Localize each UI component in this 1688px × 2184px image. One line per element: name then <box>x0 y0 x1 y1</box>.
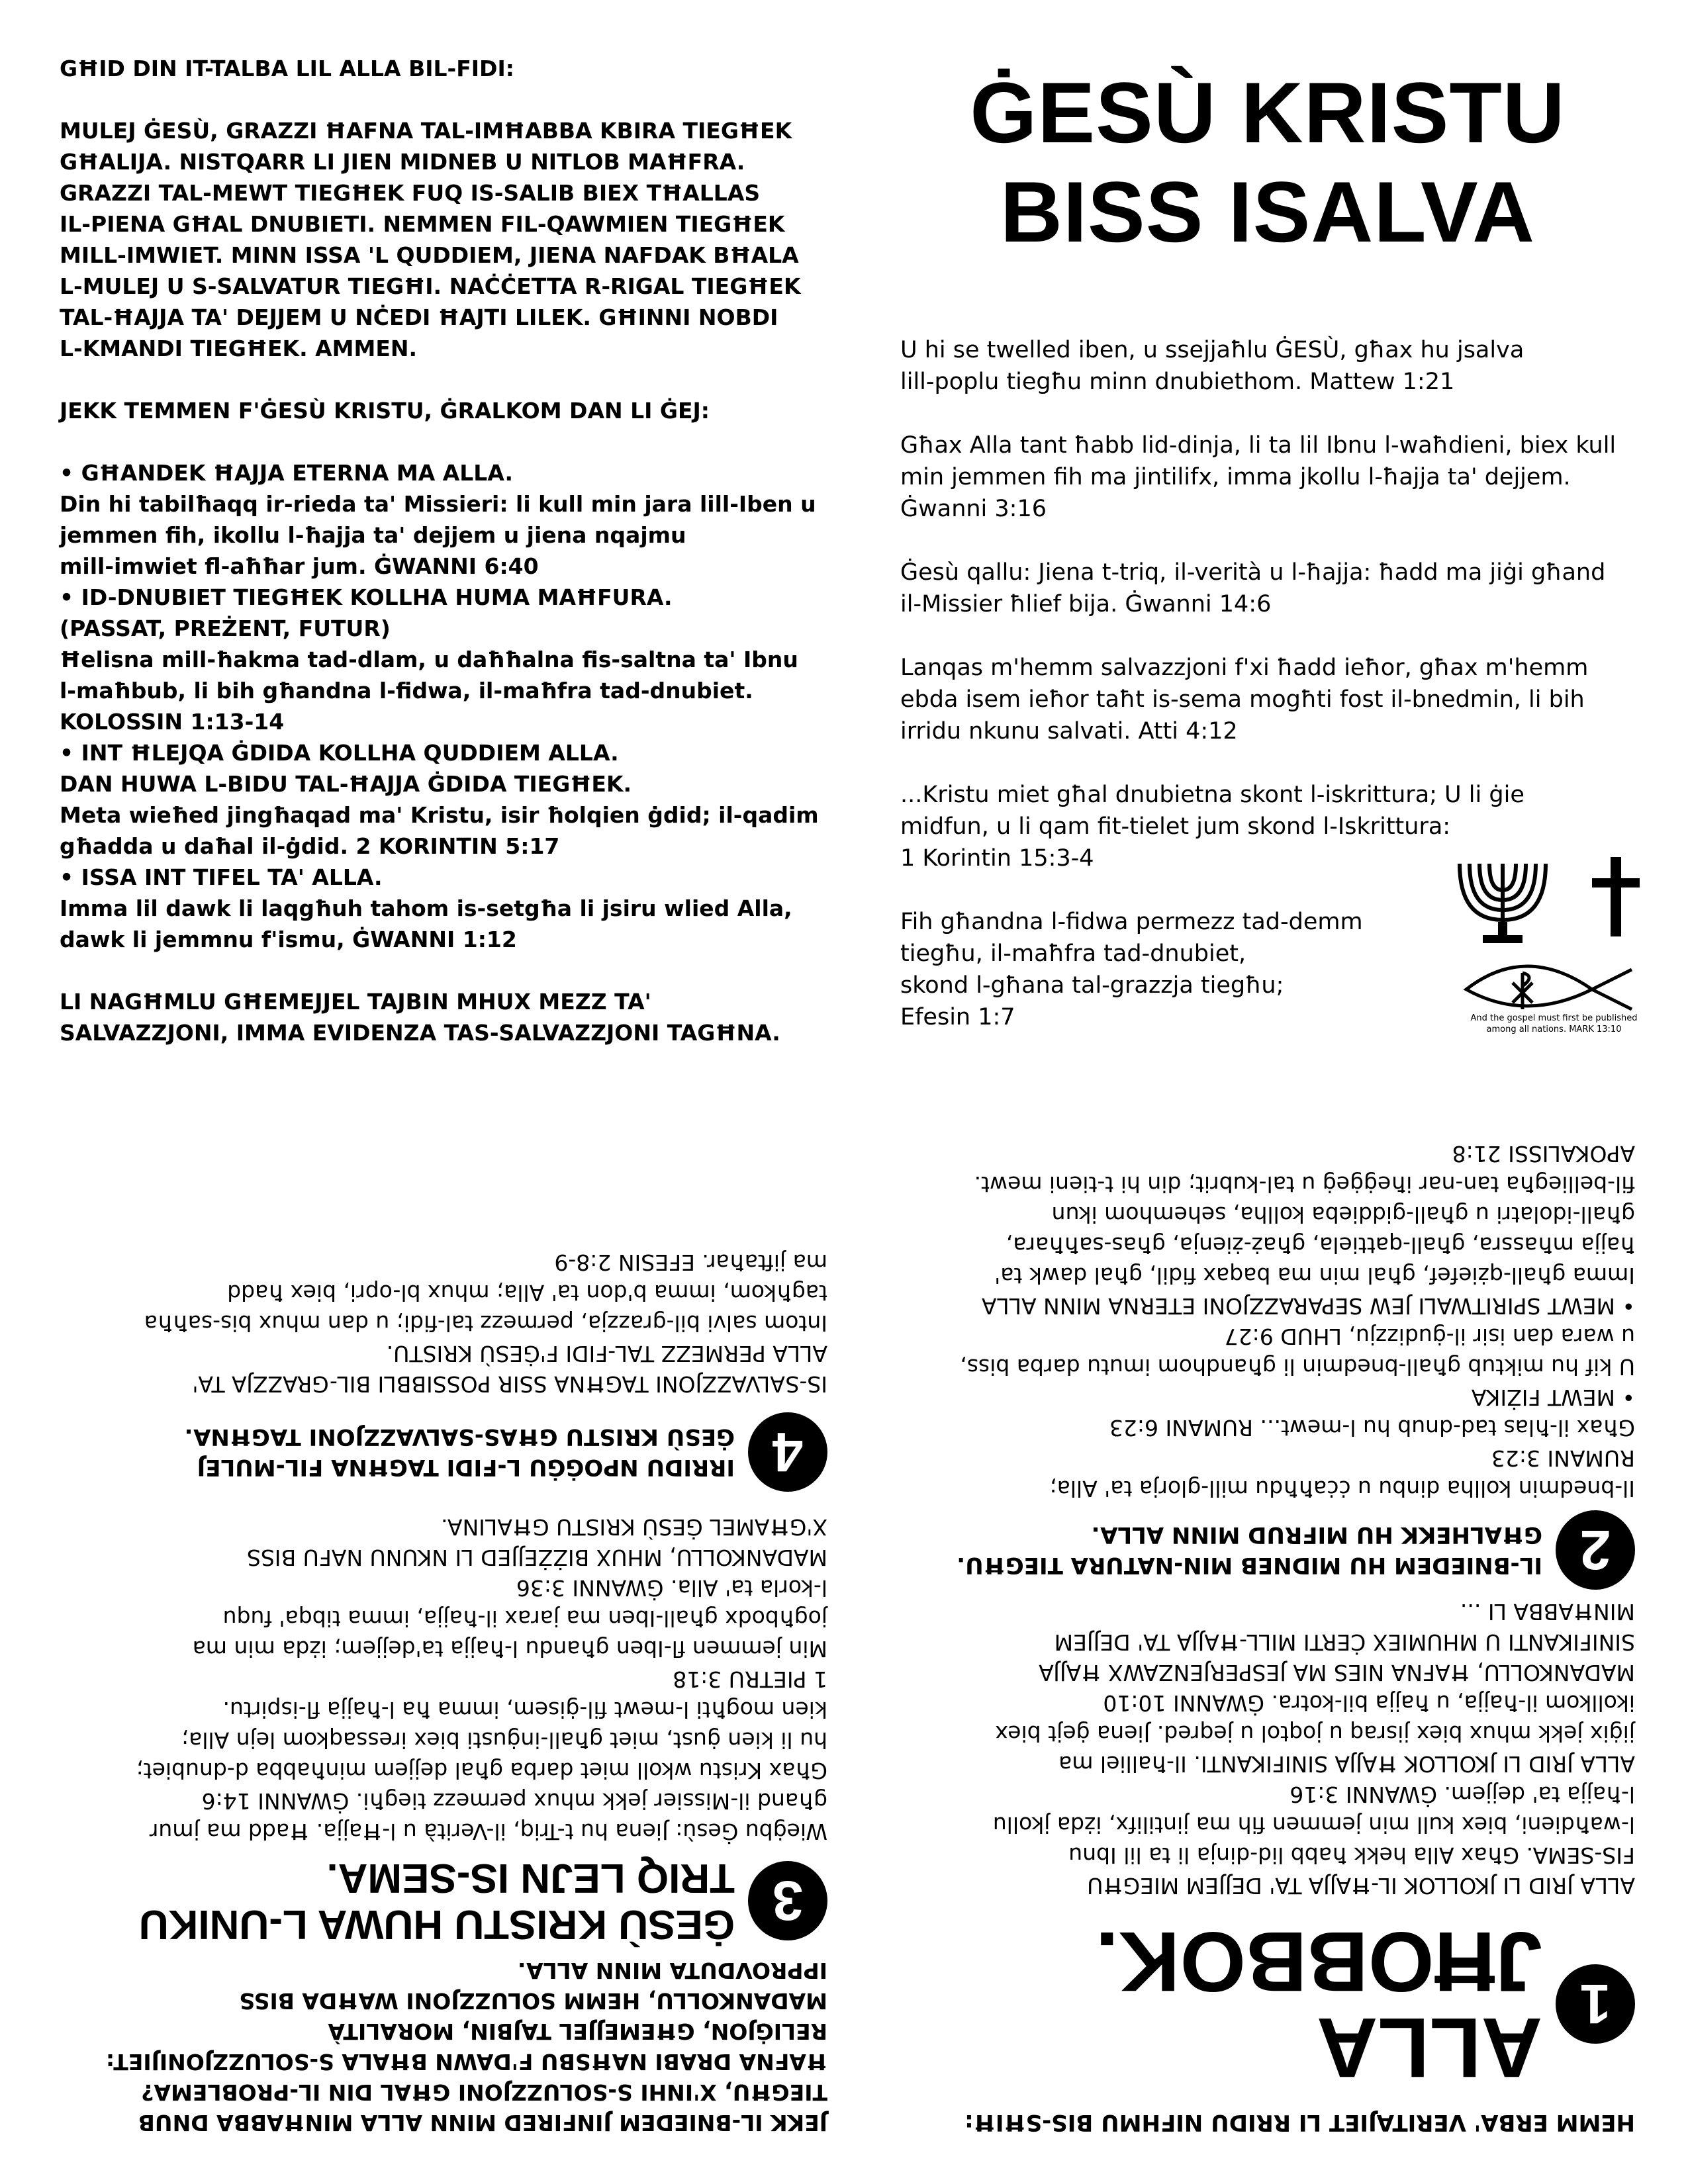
main-title-line1: ĠESÙ KRISTU <box>970 64 1566 161</box>
faith-symbols <box>1453 850 1652 1069</box>
truth-2-text: Il-bnedmin kollha dinbu u ċċaħħdu mill-glorja ta' Alla; RUMANI 3:23 Għax il-ħlas tad-dnub hu l-mewt... RUMANI 6:23 • MEWT FIŻIKA U kif hu miktub għall-bnedmin li għandhom imutu darba biss, u wara dan isir il-ġudizzju, LHUD 9:27 • MEWT SPIRITWALI JEW SEPARAZZJONI ETERNA MINN ALLA Imma għall-qżiefef, għal min ma baqax fidil, għal dawk ta' ħajja mħassra, għall-qattiela, għaż-żienja, għas-saħħara, għall-idolatri u għall-giddieba kollha, sehemhom ikun fil-belliegħa tan-nar iħeġġeġ u tal-kubrit; din hi t-tieni mewt. APOKALISSI 21:8 <box>960 1141 1635 1502</box>
truth-1-heading <box>894 1914 1635 2095</box>
truth-1-text: ALLA JRID LI JKOLLOK IL-ĦAJJA TA' DEJJEM MIEGĦU FIS-SEMA. Għax Alla hekk ħabb lid-dinja li ta lil Ibnu l-waħdieni, biex kull min jemmen fih ma jintilifx, iżda jkollu l-ħajja ta' dejjem. ĠWANNI 3:16 ALLA JRID LI JKOLLOK ĦAJJA SINIFIKANTI. Il-ħalliel ma jiġix jekk mhux biex jisraq u joqtol u jeqred. Jiena ġejt biex ikollkom il-ħajja, u ħajja bil-kotra. ĠWANNI 10:10 MADANKOLLU, ĦAFNA NIES MA JESPERJENZAWX ĦAJJA SINIFIKANTI U MHUMIEX ĊERTI MILL-ĦAJJA TA' DEJJEM MINĦABBA LI ... <box>992 1599 1635 1899</box>
number-4-badge: 4 <box>748 1412 827 1492</box>
truth-1-title: ALLA JĦOBBOK. <box>1095 1914 1542 2095</box>
main-title-line2: BISS ISALVA <box>1000 163 1535 260</box>
truths-1-2-panel <box>894 1141 1635 2144</box>
cross-icon <box>1592 857 1640 936</box>
main-title <box>900 63 1635 261</box>
believer-points: • GĦANDEK ĦAJJA ETERNA MA ALLA. Din hi tabilħaqq ir-rieda ta' Missieri: li kull min jara lill-Iben u jemmen fih, ikollu l-ħajja ta' dejjem u jiena nqajmu mill-imwiet fl-aħħar jum. ĠWANNI 6:40 • ID-DNUBIET TIEGĦEK KOLLHA HUMA MAĦFURA. (PASSAT, PREŻENT, FUTUR) Ħelisna mill-ħakma tad-dlam, u daħħalna fis-saltna ta' Ibnu l-maħbub, li bih għandna l-fidwa, il-maħfra tad-dnubiet. KOLOSSIN 1:13-14 • INT ĦLEJQA ĠDIDA KOLLHA QUDDIEM ALLA. DAN HUWA L-BIDU TAL-ĦAJJA ĠDIDA TIEGĦEK. Meta wieħed jingħaqad ma' Kristu, isir ħolqien ġdid; il-qadim għadda u daħal il-ġdid. 2 KORINTIN 5:17 • ISSA INT TIFEL TA' ALLA. Imma lil dawk li laqgħuh tahom is-setgħa li jsiru wlied Alla, dawk li jemmnu f'ismu, ĠWANNI 1:12 <box>60 460 819 952</box>
truths-header: HEMM ERBA' VERITAJIET LI RRIDU NIFHMU BIS-SĦIĦ: <box>964 2109 1635 2136</box>
verse-ephesians: Fih għandna l-fidwa permezz tad-demm tiegħu, il-maħfra tad-dnubiet, skond l-għana tal-grazzja tiegħu; Efesin 1:7 <box>900 909 1363 1030</box>
truth-3-title: ĠESÙ KRISTU HUWA L-UNIKU TRIQ LEJN IS-SEMA. <box>138 1855 735 1947</box>
prayer-heading: GĦID DIN IT-TALBA LIL ALLA BIL-FIDI: <box>60 56 514 81</box>
verse-john-3-16: Għax Alla tant ħabb lid-dinja, li ta lil Ibnu l-waħdieni, biex kull min jemmen fih ma jintilifx, imma jkollu l-ħajja ta' dejjem. Ġwanni 3:16 <box>900 432 1617 522</box>
truth-2-heading <box>894 1510 1635 1590</box>
ichthys-chi-rho-icon <box>1466 966 1632 1009</box>
verse-corinthians: ...Kristu miet għal dnubietna skont l-iskrittura; U li ġie midfun, u li qam fit-tielet jum skond l-Iskrittura: 1 Korintin 15:3-4 <box>900 782 1524 872</box>
truth-4-heading <box>60 1412 827 1492</box>
truths-3-4-panel <box>60 1152 827 2144</box>
prayer-text: MULEJ ĠESÙ, GRAZZI ĦAFNA TAL-IMĦABBA KBIRA TIEGĦEK GĦALIJA. NISTQARR LI JIEN MIDNEB U NITLOB MAĦFRA. GRAZZI TAL-MEWT TIEGĦEK FUQ IS-SALIB BIEX TĦALLAS IL-PIENA GĦAL DNUBIETI. NEMMEN FIL-QAWMIEN TIEGĦEK MILL-IMWIET. MINN ISSA 'L QUDDIEM, JIENA NAFDAK BĦALA L-MULEJ U S-SALVATUR TIEGĦI. NAĊĊETTA R-RIGAL TIEGĦEK TAL-ĦAJJA TA' DEJJEM U NĊEDI ĦAJTI LILEK. GĦINNI NOBDI L-KMANDI TIEGĦEK. AMMEN. <box>60 118 801 361</box>
truth-3-text: Wieġbu Ġesù: Jiena hu t-Triq, il-Verità u l-Ħajja. Ħadd ma jmur għand il-Missier jekk mhux permezz tiegħi. ĠWANNI 14:6 Għax Kristu wkoll miet darba għal dejjem minħabba d-dnubiet; hu li kien ġust, miet għall-inġusti biex iressaqkom lejn Alla; kien mogħti l-mewt fil-ġisem, imma ħa l-ħajja fl-ispirtu. 1 PIETRU 3:18 Min jemmen fl-Iben għandu l-ħajja ta'dejjem; iżda min ma jogħbodx għall-Iben ma jarax il-ħajja, imma tibqa' fuqu l-korla ta' Alla. ĠWANNI 3:36 MADANKOLLU, MHUX BIŻŻEJJED LI NKUNU NAFU BISS X'GĦAMEL ĠESÙ KRISTU GĦALINA. <box>136 1514 827 1844</box>
closing-statement: LI NAGĦMLU GĦEMEJJEL TAJBIN MHUX MEZZ TA' SALVAZZJONI, IMMA EVIDENZA TAS-SALVAZZJONI TAGĦNA. <box>60 989 780 1046</box>
truth-3-heading <box>60 1854 827 1947</box>
mark-caption: And the gospel must first be published among all nations. MARK 13:10 <box>1470 1013 1638 1034</box>
truth-4-title: IRRIDU NPOĠĠU L-FIDI TAGĦNA FIL-MULEJ ĠESÙ KRISTU GĦAS-SALVAZZJONI TAGĦNA. <box>184 1424 735 1480</box>
number-1-badge: 1 <box>1556 1964 1635 2044</box>
solution-intro: JEKK IL-BNIEDEM JINFIRED MINN ALLA MINĦABBA DNUB TIEGĦU, X'INHI S-SOLUZZJONI GĦAL DIN IL-PROBLEMA? ĦAFNA DRABI NAĦSBU F'DAWN BĦALA S-SOLUZZJONIJIET: RELIĠJON, GĦEMEJJEL TAJBIN, MORALITÀ MADANKOLLU, HEMM SOLUZZJONI WAĦDA BISS IPPROVDUTA MINN ALLA. <box>105 1958 827 2136</box>
truth-4-text: IS-SALVAZZJONI TAGĦNA SSIR POSSIBBLI BIL-GRAZZJA TA' ALLA PERMEZZ TAL-FIDI F'ĠESÙ KRISTU. Intom salvi bil-grazzja, permezz tal-fidi; u dan mhux bis-saħħa tagħkom, imma b'don ta' Alla; mhux bl-opri, biex ħadd ma jiftaħar. EFESIN 2:8-9 <box>144 1250 827 1397</box>
truth-2-title: IL-BNIEDEM HU MIDNEB MIN-NATURA TIEGĦU. GĦALHEKK HU MIFRUD MINN ALLA. <box>957 1522 1542 1578</box>
verse-john-14-6: Ġesù qallu: Jiena t-triq, il-verità u l-ħajja: ħadd ma jiġi għand il-Missier ħlief bija. Ġwanni 14:6 <box>900 559 1606 617</box>
menorah-icon <box>1460 864 1546 943</box>
number-2-badge: 2 <box>1556 1510 1635 1590</box>
prayer-panel <box>60 53 821 1048</box>
number-3-badge: 3 <box>748 1861 827 1940</box>
believer-intro: JEKK TEMMEN F'ĠESÙ KRISTU, ĠRALKOM DAN LI ĠEJ: <box>60 398 710 424</box>
verse-acts: Lanqas m'hemm salvazzjoni f'xi ħadd ieħor, għax m'hemm ebda isem ieħor taħt is-sema mogħti fost il-bnedmin, li bih irridu nkunu salvati. Atti 4:12 <box>900 655 1589 745</box>
verse-matthew: U hi se twelled iben, u ssejjaħlu ĠESÙ, għax hu jsalva lill-poplu tiegħu minn dnubiethom. Mattew 1:21 <box>900 337 1524 395</box>
